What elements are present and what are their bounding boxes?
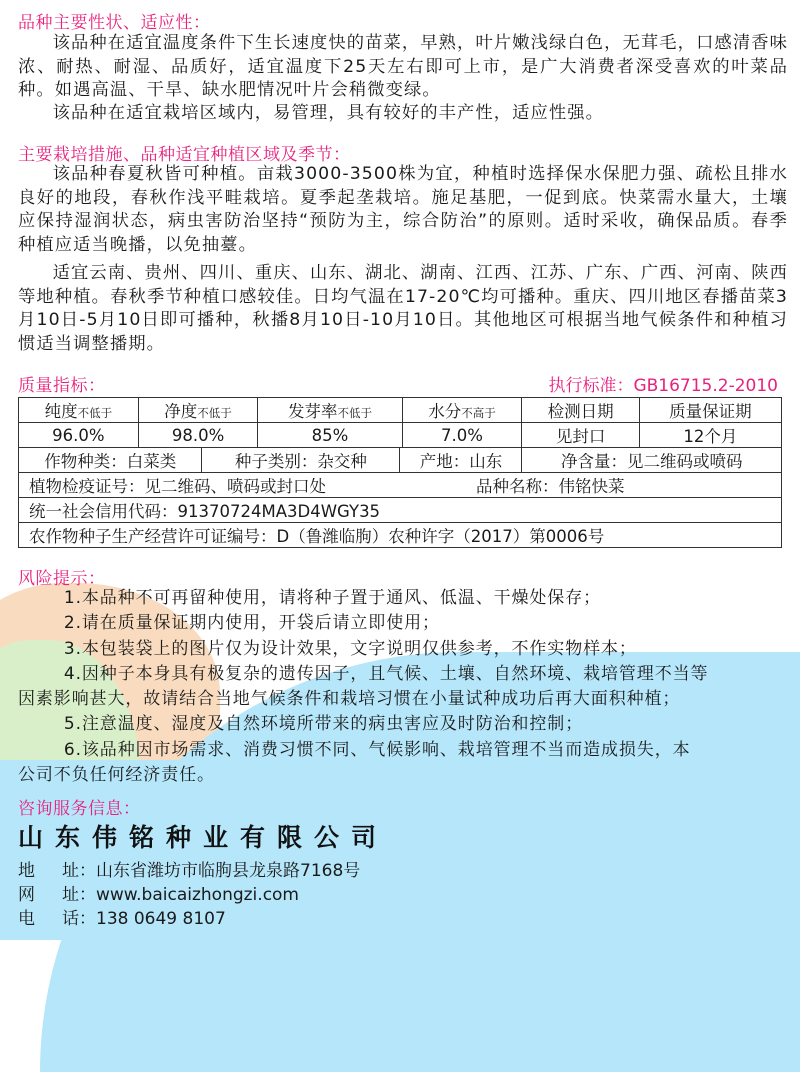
quality-info-row (19, 448, 782, 473)
website-link[interactable]: www.baicaizhongzi.com (96, 885, 299, 905)
address-line: 地 址：山东省潍坊市临朐县龙泉路7168号 (18, 861, 361, 881)
phone-value: 138 0649 8107 (96, 909, 226, 929)
value-test-date: 见封口 (522, 423, 639, 448)
origin: 产地：山东 (400, 448, 522, 472)
quarantine-row (19, 473, 782, 498)
risk-item-6: 6.该品种因市场需求、消费习惯不同、气候影响、栽培管理不当而造成损失，本 (63, 739, 691, 760)
address-value: 山东省潍坊市临朐县龙泉路7168号 (96, 861, 361, 881)
risk-item-4-continued: 因素影响甚大，故请结合当地气候条件和栽培习惯在小量试种成功后再大面积种植； (18, 689, 681, 710)
quality-table (18, 397, 782, 548)
quarantine-number: 植物检疫证号：见二维码、喷码或封口处 (29, 477, 326, 496)
cultivation-heading: 主要栽培措施、品种适宜种植区域及季节： (18, 145, 351, 165)
quality-header-row (19, 398, 782, 423)
traits-paragraph-2: 该品种在适宜栽培区域内，易管理，具有较好的丰产性，适应性强。 (52, 103, 605, 123)
contact-heading: 咨询服务信息： (18, 799, 141, 819)
header-cleanliness: 净度不低于 (138, 398, 258, 423)
risk-heading: 风险提示： (18, 569, 106, 589)
phone-line: 电 话：138 0649 8107 (18, 909, 226, 929)
cultivation-paragraph-2: 适宜云南、贵州、四川、重庆、山东、湖北、湖南、江西、江苏、广东、广西、河南、陕西等地种植。春秋季节种植口感较佳。日均气温在17-20℃均可播种。重庆、四川地区春播苗菜3月10日-5月10日即可播种，秋播8月10日-10月10日。其他地区可根据当地气候条件和种植习惯适当调整播期。 (18, 263, 788, 354)
risk-item-4: 4.因种子本身具有极复杂的遗传因子，且气候、土壤、自然环境、栽培管理不当等 (63, 663, 709, 684)
variety-name: 品种名称：伟铭快菜 (476, 477, 625, 496)
traits-heading: 品种主要性状、适应性： (18, 13, 211, 33)
license-number: 农作物种子生产经营许可证编号：D（鲁潍临朐）农种许字（2017）第0006号 (19, 523, 782, 548)
risk-item-2: 2.请在质量保证期内使用，开袋后请立即使用； (63, 613, 440, 634)
net-content: 净含量：见二维码或喷码 (560, 452, 743, 471)
website-line: 网 址：www.baicaizhongzi.com (18, 885, 299, 905)
header-test-date: 检测日期 (522, 398, 639, 423)
risk-item-3: 3.本包装袋上的图片仅为设计效果，文字说明仅供参考，不作实物样本； (63, 638, 637, 659)
risk-list (18, 586, 788, 788)
license-row (19, 523, 782, 548)
value-germination: 85% (258, 423, 402, 448)
value-cleanliness: 98.0% (138, 423, 258, 448)
seed-type: 种子类别：杂交种 (202, 448, 400, 472)
traits-paragraph-1: 该品种在适宜温度条件下生长速度快的苗菜，早熟，叶片嫩浅绿白色，无茸毛，口感清香味浓、耐热、耐湿、品质好，适宜温度下25天左右即可上市，是广大消费者深受喜欢的叶菜品种。如遇高温、干旱、缺水肥情况叶片会稍微变绿。 (18, 33, 788, 100)
quality-value-row (19, 423, 782, 448)
header-warranty: 质量保证期 (639, 398, 781, 423)
header-moisture: 水分不高于 (402, 398, 522, 423)
execution-standard: 执行标准：GB16715.2-2010 (548, 376, 778, 396)
risk-item-6-continued: 公司不负任何经济责任。 (18, 765, 215, 786)
quality-heading: 质量指标： (18, 376, 106, 396)
cultivation-paragraph-1: 该品种春夏秋皆可种植。亩栽3000-3500株为宜，种植时选择保水保肥力强、疏松且排水良好的地段，春秋作浅平畦栽培。夏季起垄栽培。施足基肥，一促到底。快菜需水量大，土壤应保持湿润状态，病虫害防治坚持“预防为主，综合防治”的原则。适时采收，确保品质。春季种植应适当晚播，以免抽薹。 (18, 164, 788, 255)
credit-code: 统一社会信用代码：91370724MA3D4WGY35 (19, 498, 782, 523)
header-purity: 纯度不低于 (19, 398, 139, 423)
risk-item-5: 5.注意温度、湿度及自然环境所带来的病虫害应及时防治和控制； (63, 714, 584, 735)
risk-item-1: 1.本品种不可再留种使用，请将种子置于通风、低温、干燥处保存； (63, 588, 602, 608)
value-purity: 96.0% (19, 423, 139, 448)
value-warranty: 12个月 (639, 423, 781, 448)
company-name: 山东伟铭种业有限公司 (18, 823, 389, 852)
header-germination: 发芽率不低于 (258, 398, 402, 423)
credit-code-row (19, 498, 782, 523)
crop-type: 作物种类：白菜类 (19, 448, 202, 472)
value-moisture: 7.0% (402, 423, 522, 448)
